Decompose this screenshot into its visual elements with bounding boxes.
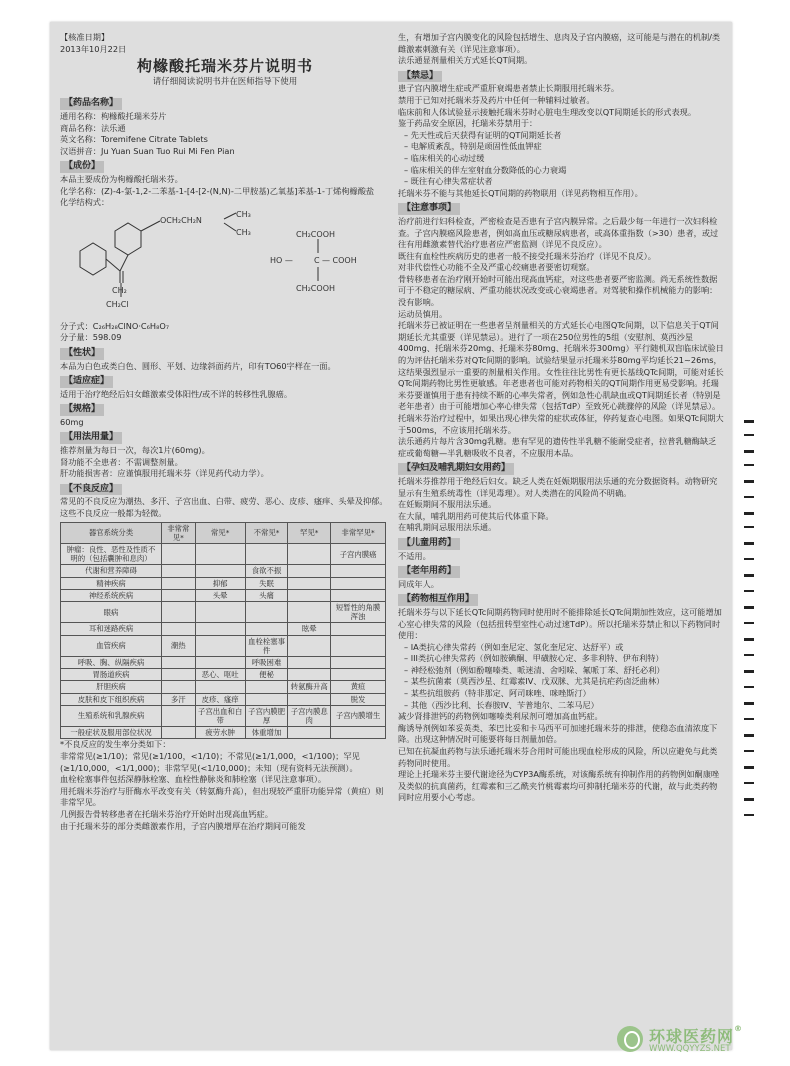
interaction-tail: 酶诱导剂例如苯妥英类、苯巴比妥和卡马西平可加速托瑞米芬的排泄，使稳态血清浓度下降。出现这种情况时可能要将每日剂量加倍。 <box>398 722 718 745</box>
frequency-cell: 便秘 <box>245 669 288 681</box>
frequency-cell: 眩晕 <box>288 623 331 635</box>
frequency-cell <box>195 635 245 656</box>
contra-line: 禁用于已知对托瑞米芬及药片中任何一种辅料过敏者。 <box>398 94 595 105</box>
pregnancy-line: 在大鼠，哺乳期用药可使其后代体重下降。 <box>398 510 554 521</box>
generic-name-row <box>60 111 390 123</box>
label: 通用名称： <box>60 110 101 121</box>
frequency-cell <box>245 602 288 623</box>
acid-carboxyl-label: — COOH <box>322 255 357 265</box>
frequency-cell <box>288 565 331 577</box>
adverse-note: 用托瑞米芬治疗与肝酶水平改变有关（转氨酶升高），但出现较严重肝功能异常（黄疸）则非常罕见。 <box>60 785 384 808</box>
adverse-intro: 常见的不良反应为潮热、多汗、子宫出血、白带、疲劳、恶心、皮疹、瘙痒、头晕及抑郁。这些不良反应一般都为轻微。 <box>60 496 388 519</box>
interaction-bullet: – III类抗心律失常药（例如胺碘酮、甲磺胺心定、多非利特、伊布利特） <box>404 653 664 664</box>
precaution-paragraph: 治疗前进行妇科检查，严密检查是否患有子宫内膜异常。之后最少每一年进行一次妇科检查。子宫内膜癌风险患者，例如高血压或糖尿病患者，或高体重指数（>30）患者，或过往有用雌激素替代治疗患者应严密监测（详见不良反应）。 <box>398 215 719 250</box>
interaction-intro: 托瑞米芬与以下延长QTc间期药物同时使用时不能排除延长QTc间期加性效应，这可能增加心室心律失常的风险（包括扭转型室性心动过速TdP）。所以托瑞米芬禁止和以下药物同时使用： <box>398 606 722 641</box>
bullet-text: 神经松弛剂（例如酚噻嗪类、哌迷清、舍吲哚、氟哌丁苯、舒托必利） <box>410 664 665 675</box>
dosage-line: 肝功能损害者：应谨慎服用托瑞米芬（详见药代动力学）。 <box>60 468 269 479</box>
value: (Z)-4-氯-1,2-二苯基-1-[4-[2-(N,N)-二甲胺基)乙氧基]苯基-1-丁烯枸橼酸盐 <box>100 185 375 196</box>
interaction-bullet: – 某些抗菌素（莫西沙星、红霉素IV、戊双脒、尤其是抗疟药卤泛曲林） <box>404 676 665 687</box>
organ-system-cell: 生殖系统和乳腺疾病 <box>61 705 162 726</box>
precaution-paragraph: 骨转移患者在治疗刚开始时可能出现高血钙症，对这些患者要严密监测。尚无系统性数据可于不稳定的糖尿病、严重功能状况改变或心衰竭患者。对驾驶和操作机械能力的影响：没有影响。 <box>398 273 718 308</box>
value: 枸橼酸托瑞米芬片 <box>100 110 167 121</box>
indication-text: 适用于治疗绝经后妇女雌激素受体阳性/或不详的转移性乳腺癌。 <box>60 388 293 399</box>
description-heading: 【性状】 <box>60 348 104 360</box>
adverse-note: 血栓栓塞事件包括深静脉栓塞、血栓性静脉炎和肺栓塞（详见注意事项）。 <box>60 774 327 785</box>
adverse-heading: 【不良反应】 <box>60 484 122 496</box>
frequency-cell: 转氨酶升高 <box>288 681 331 693</box>
organ-system-cell: 一般症状及服用部位状况 <box>61 727 162 739</box>
precaution-paragraph: 托瑞米芬治疗过程中，如果出现心律失常的症状或体征，停药复查心电图。如果QTc间期大于500ms，不应该用托瑞米芬。 <box>398 413 724 435</box>
pinyin-row <box>60 146 390 158</box>
label: 商品名称： <box>60 122 101 133</box>
acid-bottom-label: CH₂COOH <box>296 283 336 293</box>
table-header: 器官系统分类 <box>61 522 162 543</box>
frequency-cell <box>162 681 196 693</box>
frequency-cell: 体重增加 <box>245 727 288 739</box>
document-title: 枸橼酸托瑞米芬片说明书 <box>136 57 313 76</box>
adverse-note: 非常常见(≥1/10)；常见(≥1/100，<1/10)；不常见(≥1/1,000，<1/100)；罕见(≥1/10,000，<1/1,000)；非常罕见(<1/10,000)；未知（现有资料无法预测）。 <box>60 751 360 773</box>
frequency-cell <box>331 657 386 669</box>
site-watermark <box>617 1024 787 1062</box>
frequency-cell: 子宫内膜肥厚 <box>245 705 288 726</box>
frequency-cell: 恶心、呕吐 <box>195 669 245 681</box>
frequency-cell: 抑郁 <box>195 577 245 589</box>
frequency-cell <box>331 727 386 739</box>
frequency-cell <box>245 544 288 565</box>
table-row <box>61 577 386 589</box>
contra-bullet: – 电解质紊乱，特别是顽固性低血钾症 <box>404 141 542 152</box>
organ-system-cell: 肿瘤：良性、恶性及性质不明的（包括囊肿和息肉） <box>61 544 162 565</box>
bullet-text: 临床相关的心动过缓 <box>410 152 485 163</box>
table-header: 非常常见* <box>162 522 196 543</box>
contra-line: 临床前和人体试验显示接触托瑞米芬时心脏电生理改变以QT间期延长的形式表现。 <box>398 106 697 117</box>
table-row <box>61 602 386 623</box>
interaction-tail: 减少肾排泄钙的药物例如噻嗪类利尿剂可增加高血钙症。 <box>398 711 603 722</box>
label: 化学名称： <box>60 185 101 196</box>
composition-text: 本品主要成份为枸橼酸托瑞米芬。 <box>60 173 183 184</box>
precaution-paragraph: 对非代偿性心功能不全及严重心绞痛患者要密切观察。 <box>398 262 595 273</box>
approval-date: 2013年10月22日 <box>60 43 127 54</box>
bullet-text: 既往有心律失常症状者 <box>410 176 493 187</box>
frequency-cell: 子宫内膜癌 <box>331 544 386 565</box>
globe-logo-icon <box>617 1026 643 1052</box>
frequency-cell: 子宫内膜增生 <box>331 705 386 726</box>
continued-text: 生，有增加子宫内膜变化的风险包括增生、息肉及子宫内膜癌，这可能是与潜在的机制/类雌激素刺激有关（详见注意事项）。 <box>398 32 721 54</box>
frequency-cell <box>288 602 331 623</box>
table-header: 不常见* <box>245 522 288 543</box>
organ-system-cell: 呼吸、胸、纵隔疾病 <box>61 657 162 669</box>
frequency-cell: 疲劳水肿 <box>195 727 245 739</box>
table-row <box>61 544 386 565</box>
frequency-cell <box>245 693 288 705</box>
table-row <box>61 623 386 635</box>
contra-bullet: – 临床相关的心动过缓 <box>404 152 485 163</box>
organ-system-cell: 代谢和营养障碍 <box>61 565 162 577</box>
spec-heading: 【规格】 <box>60 404 104 416</box>
organ-system-cell: 精神疾病 <box>61 577 162 589</box>
adverse-note: *不良反应的发生率分类如下： <box>60 739 171 750</box>
frequency-cell <box>195 681 245 693</box>
frequency-cell <box>288 657 331 669</box>
pregnancy-line: 托瑞米芬推荐用于绝经后妇女。缺乏人类在妊娠期服用法乐通的充分数据资料。动物研究显示有生殖系统毒性（详见毒理）。对人类潜在的风险尚不明确。 <box>398 475 718 498</box>
interaction-tail: 理论上托瑞米芬主要代谢途径为CYP3A酶系统，对该酶系统有抑制作用的药物例如酮康唑及类似的抗真菌药，红霉素和三乙酰夹竹桃霉素均可抑制托瑞米芬的代谢，故与此类药物同时应用要小心考虑。 <box>398 769 720 803</box>
molecular-formula: 分子式：C₂₆H₂₈ClNO·C₆H₈O₇ <box>60 320 170 331</box>
frequency-cell: 子宫内膜息肉 <box>288 705 331 726</box>
frequency-cell <box>245 681 288 693</box>
frequency-cell <box>162 544 196 565</box>
label: 英文名称： <box>60 134 101 145</box>
frequency-cell <box>162 623 196 635</box>
table-header: 罕见* <box>288 522 331 543</box>
organ-system-cell: 血管疾病 <box>61 635 162 656</box>
organ-system-cell: 胃肠道疾病 <box>61 669 162 681</box>
table-row <box>61 565 386 577</box>
watermark-url: WWW.QQYYZS.NET <box>649 1044 731 1054</box>
pregnancy-line: 在哺乳期间忌服用法乐通。 <box>398 522 497 533</box>
chloroethyl-label: CH₂Cl <box>106 299 129 309</box>
value: Ju Yuan Suan Tuo Rui Mi Fen Pian <box>100 145 235 156</box>
contraindication-heading: 【禁忌】 <box>398 71 442 83</box>
table-row <box>61 657 386 669</box>
methyl-top-label: CH₃ <box>236 209 251 219</box>
adverse-reaction-table <box>60 522 386 740</box>
table-header: 常见* <box>195 522 245 543</box>
molecular-weight: 分子量：598.09 <box>60 332 122 343</box>
organ-system-cell: 神经系统疾病 <box>61 589 162 601</box>
leaflet-sheet <box>50 22 735 1050</box>
elderly-text: 同成年人。 <box>398 578 439 589</box>
approval-label: 【核准日期】 <box>60 32 110 42</box>
organ-system-cell: 皮肤和皮下组织疾病 <box>61 693 162 705</box>
frequency-cell <box>162 657 196 669</box>
methyl-bottom-label: CH₃ <box>236 227 251 237</box>
drug-name-heading: 【药品名称】 <box>60 98 122 110</box>
contra-bullet: – 先天性或后天获得有证明的QT间期延长者 <box>404 129 562 140</box>
frequency-cell: 短暂性的角膜浑浊 <box>331 602 386 623</box>
acid-hydroxyl-label: HO — <box>270 255 293 265</box>
interaction-bullet: – 某些抗组胺药（特非那定、阿司咪唑、咪唑斯汀） <box>404 688 591 699</box>
frequency-cell: 血栓栓塞事件 <box>245 635 288 656</box>
table-row <box>61 705 386 726</box>
frequency-cell <box>195 544 245 565</box>
frequency-cell <box>288 635 331 656</box>
frequency-cell <box>195 602 245 623</box>
frequency-cell: 脱发 <box>331 693 386 705</box>
acid-carbon-label: C <box>314 255 320 265</box>
table-body <box>61 544 386 739</box>
organ-system-cell: 肝胆疾病 <box>61 681 162 693</box>
barcode-marks <box>742 420 756 840</box>
frequency-cell <box>288 589 331 601</box>
left-column <box>60 32 390 832</box>
children-heading: 【儿童用药】 <box>398 538 460 550</box>
bullet-text: 某些抗组胺药（特非那定、阿司咪唑、咪唑斯汀） <box>410 688 591 699</box>
frequency-cell <box>331 635 386 656</box>
table-row <box>61 635 386 656</box>
contra-bullet: – 临床相关的伴左室射血分数降低的心力衰竭 <box>404 164 567 175</box>
frequency-cell <box>331 669 386 681</box>
frequency-cell <box>195 565 245 577</box>
indication-heading: 【适应症】 <box>60 376 113 388</box>
watermark-name-text: 环球医药网 <box>649 1027 735 1046</box>
pregnancy-line: 在妊娠期间不服用法乐通。 <box>398 499 497 510</box>
table-row <box>61 681 386 693</box>
interaction-bullet: – 神经松弛剂（例如酚噻嗪类、哌迷清、舍吲哚、氟哌丁苯、舒托必利） <box>404 664 665 675</box>
frequency-cell <box>331 565 386 577</box>
side-chain-label: OCH₂CH₂N <box>160 215 202 225</box>
frequency-cell <box>331 577 386 589</box>
ch2-label: CH₂ <box>112 285 127 295</box>
adverse-note: 由于托瑞米芬的部分类雌激素作用，子宫内膜增厚在治疗期间可能发 <box>60 820 306 831</box>
frequency-cell <box>331 623 386 635</box>
frequency-cell <box>162 669 196 681</box>
composition-heading: 【成份】 <box>60 161 104 173</box>
bullet-text: 先天性或后天获得有证明的QT间期延长者 <box>410 129 562 140</box>
structure-label: 化学结构式： <box>60 197 110 208</box>
frequency-cell <box>162 589 196 601</box>
english-name-row <box>60 134 390 146</box>
right-column <box>398 32 724 804</box>
frequency-cell <box>195 623 245 635</box>
frequency-cell: 失眠 <box>245 577 288 589</box>
benzene-ring-left <box>80 243 106 275</box>
frequency-cell: 食欲不振 <box>245 565 288 577</box>
pregnancy-heading: 【孕妇及哺乳期妇女用药】 <box>398 463 514 475</box>
bullet-text: III类抗心律失常药（例如胺碘酮、甲磺胺心定、多非利特、伊布利特） <box>410 653 664 664</box>
bullet-text: IA类抗心律失常药（例如奎尼定、氢化奎尼定、达舒平）或 <box>410 641 624 652</box>
frequency-cell <box>162 565 196 577</box>
contra-line: 患子宫内膜增生症或严重肝衰竭患者禁止长期服用托瑞米芬。 <box>398 83 620 94</box>
trade-name-row <box>60 123 390 135</box>
precaution-paragraph: 法乐通药片每片含30mg乳糖。患有罕见的遗传性半乳糖不能耐受症者，拉普乳糖酶缺乏症或葡萄糖—半乳糖吸收不良者，不应服用本品。 <box>398 436 717 458</box>
frequency-cell <box>288 544 331 565</box>
frequency-cell: 多汗 <box>162 693 196 705</box>
frequency-cell: 潮热 <box>162 635 196 656</box>
trademark-symbol: ® <box>734 1024 744 1033</box>
frequency-cell <box>162 727 196 739</box>
interaction-bullet: – IA类抗心律失常药（例如奎尼定、氢化奎尼定、达舒平）或 <box>404 641 624 652</box>
chemical-name-row <box>60 186 390 198</box>
table-header: 非常罕见* <box>331 522 386 543</box>
frequency-cell: 头痛 <box>245 589 288 601</box>
benzene-ring-top <box>115 223 141 255</box>
description-text: 本品为白色或类白色、圆形、平划、边缘斜面药片，印有TO60字样在一面。 <box>60 360 336 371</box>
table-row <box>61 727 386 739</box>
frequency-cell <box>245 623 288 635</box>
table-row <box>61 589 386 601</box>
contra-last: 托瑞米芬不能与其他延长QT间期的药物联用（详见药物相互作用）。 <box>398 187 643 198</box>
label: 汉语拼音： <box>60 145 101 156</box>
organ-system-cell: 耳和迷路疾病 <box>61 623 162 635</box>
bullet-text: 某些抗菌素（莫西沙星、红霉素IV、戊双脒、尤其是抗疟药卤泛曲林） <box>410 676 665 687</box>
contra-line: 鉴于药品安全原因，托瑞米芬禁用于： <box>398 118 538 129</box>
frequency-cell <box>288 727 331 739</box>
frequency-cell <box>288 577 331 589</box>
contra-bullet: – 既往有心律失常症状者 <box>404 176 493 187</box>
frequency-cell <box>162 705 196 726</box>
value: 法乐通 <box>100 122 126 133</box>
interaction-heading: 【药物相互作用】 <box>398 594 478 606</box>
frequency-cell <box>288 693 331 705</box>
frequency-cell <box>162 602 196 623</box>
frequency-cell <box>331 589 386 601</box>
chemical-structure <box>60 209 390 321</box>
organ-system-cell: 眼病 <box>61 602 162 623</box>
precaution-paragraph: 既往有血栓性疾病历史的患者一般不接受托瑞米芬治疗（详见不良反）。 <box>398 250 656 261</box>
interaction-tail: 已知在抗凝血药物与法乐通托瑞米芬合用时可能出现血栓形成的风险，所以应避免与此类药物同时使用。 <box>398 746 718 768</box>
dosage-line: 推荐剂量为每日一次，每次1片(60mg)。 <box>60 445 210 456</box>
structure-drawing <box>60 209 390 321</box>
elderly-heading: 【老年用药】 <box>398 566 460 578</box>
frequency-cell: 子宫出血和白带 <box>195 705 245 726</box>
table-row <box>61 693 386 705</box>
table-header-row <box>61 522 386 543</box>
frequency-cell <box>195 657 245 669</box>
acid-top-label: CH₂COOH <box>296 229 336 239</box>
interaction-bullet: – 其他（西沙比利、长春胺IV、苄普地尔、二苯马尼） <box>404 699 599 710</box>
document-subtitle: 请仔细阅读说明书并在医师指导下使用 <box>152 76 298 87</box>
frequency-cell: 皮疹、瘙痒 <box>195 693 245 705</box>
value: Toremifene Citrate Tablets <box>100 134 208 145</box>
dosage-heading: 【用法用量】 <box>60 432 122 444</box>
dosage-line: 肾功能不全患者：不需调整剂量。 <box>60 456 183 467</box>
frequency-cell: 呼吸困难 <box>245 657 288 669</box>
adverse-note: 几例报告骨转移患者在托瑞米芬治疗开始时出现高血钙症。 <box>60 809 273 820</box>
bullet-text: 电解质紊乱，特别是顽固性低血钾症 <box>410 141 542 152</box>
table-row <box>61 669 386 681</box>
precaution-paragraph: 运动员慎用。 <box>398 308 448 319</box>
spec-text: 60mg <box>60 416 84 427</box>
frequency-cell <box>288 669 331 681</box>
frequency-cell <box>162 577 196 589</box>
bullet-text: 临床相关的伴左室射血分数降低的心力衰竭 <box>410 164 567 175</box>
bullet-text: 其他（西沙比利、长春胺IV、苄普地尔、二苯马尼） <box>410 699 599 710</box>
frequency-cell: 头晕 <box>195 589 245 601</box>
precaution-paragraph: 托瑞米芬已被证明在一些患者呈剂量相关的方式延长心电图QTc间期，以下信息关于QT间期延长尤其重要（详见禁忌）。进行了一项在250位男性的5组（安慰剂、莫西沙星400mg、托瑞米芬20mg、托瑞米芬80mg、托瑞米芬300mg）平行随机双盲临床试验日的为评估托瑞米芬对QTc间期的影响。试验结果显示托瑞米芬80mg平均延长21~26ms，这结果强烈显示一重要的剂量相关作用。女性往往比男性有更长基线QTc间期，可能对延长QTc间期药物比男性更敏感。年老患者也可能对药物相关的QT间期作用更易受影响。托瑞米芬要谨慎用于患有持续不断的心率失常者，例如急性心肌缺血或QT间期延长者（特别是老年患者）由于可能增加心率心律失常（包括TdP）至致死心跳骤停的风险（详见禁忌）。 <box>398 320 724 412</box>
precautions-heading: 【注意事项】 <box>398 203 460 215</box>
continued-text: 法乐通显剂量相关方式延长QT间期。 <box>398 55 533 66</box>
children-text: 不适用。 <box>398 550 431 561</box>
frequency-cell: 黄疸 <box>331 681 386 693</box>
